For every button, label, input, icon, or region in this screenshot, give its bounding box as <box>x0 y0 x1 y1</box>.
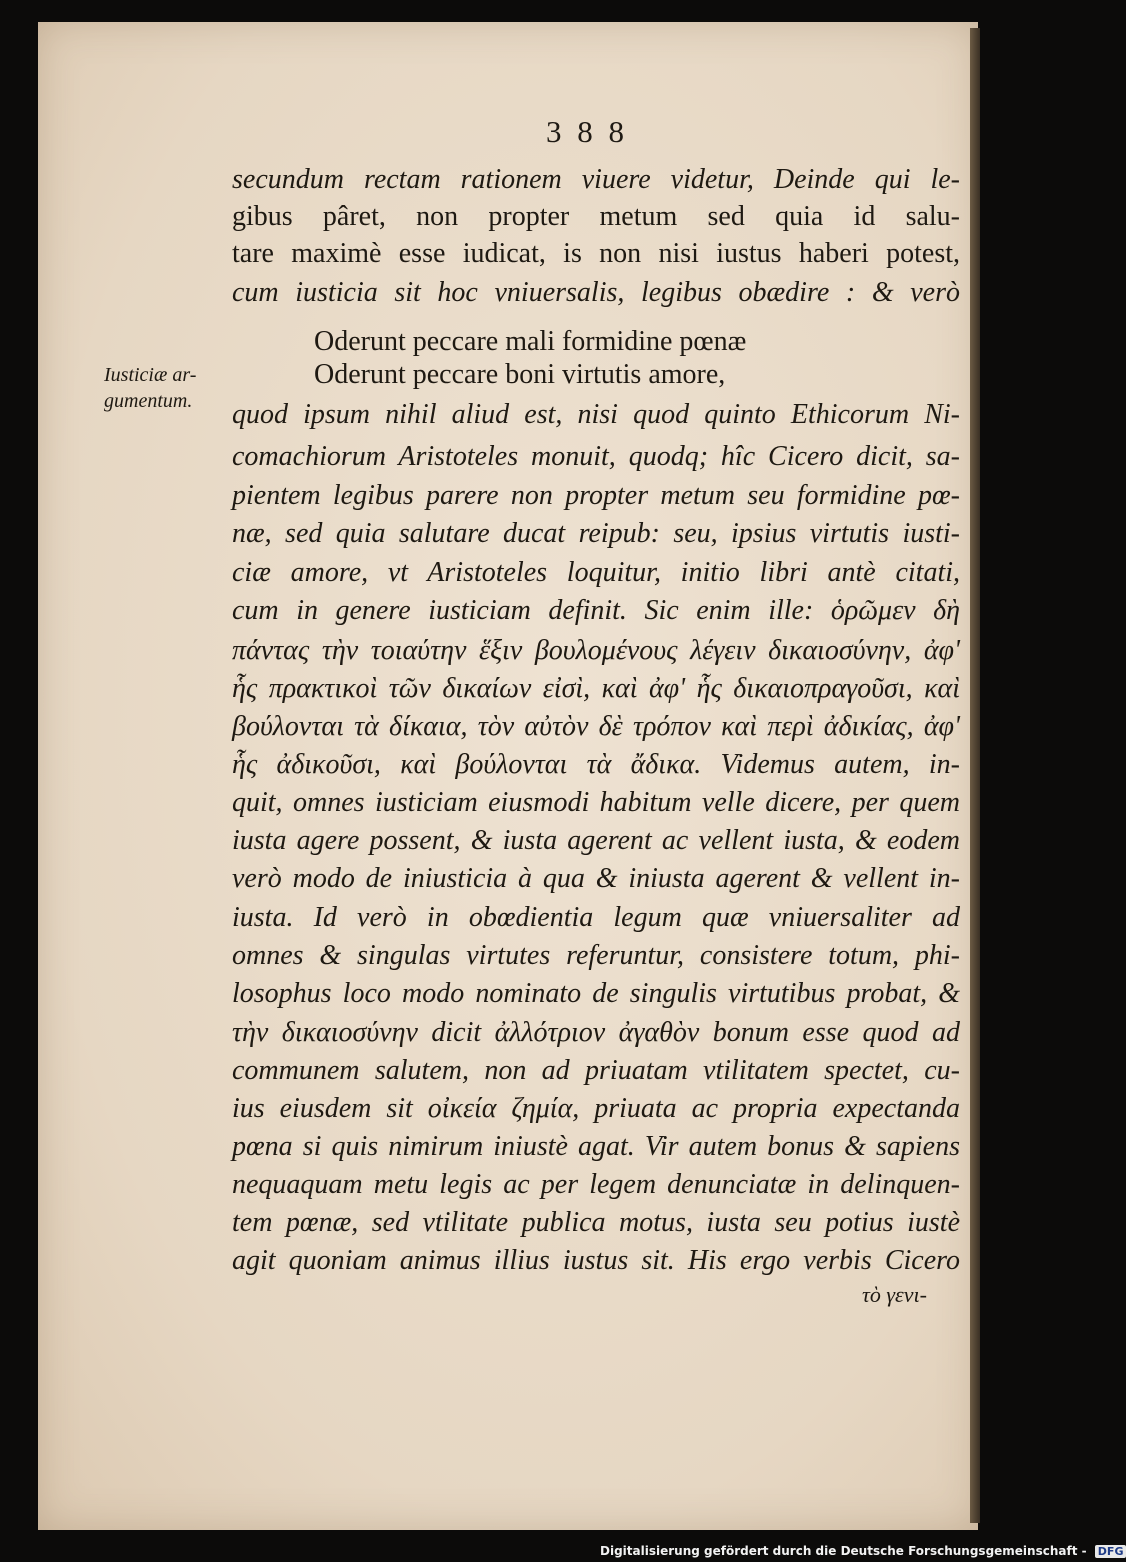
text-line: secundum rectam rationem viuere videtur, Deinde qui le- <box>232 164 960 195</box>
text-line: communem salutem, non ad priuatam vtilitatem spectet, cu- <box>232 1055 960 1086</box>
text-line: tare maximè esse iudicat, is non nisi iustus haberi potest, <box>232 238 960 269</box>
verse-line: Oderunt peccare mali formidine pœnæ <box>314 326 747 357</box>
text-line: omnes & singulas virtutes referuntur, consistere totum, phi- <box>232 940 960 971</box>
digitization-credit <box>600 1544 1126 1558</box>
text-line: ciæ amore, vt Aristoteles loquitur, initio libri antè citati, <box>232 557 960 588</box>
text-line: losophus loco modo nominato de singulis virtutibus probat, & <box>232 978 960 1009</box>
credit-text: Digitalisierung gefördert durch die Deutsche Forschungsgemeinschaft - <box>600 1544 1087 1558</box>
text-line: agit quoniam animus illius iustus sit. His ergo verbis Cicero <box>232 1245 960 1276</box>
page-number: 3 8 8 <box>546 114 628 149</box>
catchword: τὸ γενι- <box>862 1282 927 1307</box>
page-edge <box>970 28 980 1523</box>
text-line: verò modo de iniusticia à qua & iniusta agerent & vellent in- <box>232 863 960 894</box>
text-line: pœna si quis nimirum iniustè agat. Vir autem bonus & sapiens <box>232 1131 960 1162</box>
text-line: cum iusticia sit hoc vniuersalis, legibus obædire : & verò <box>232 277 960 308</box>
text-line: cum in genere iusticiam definit. Sic enim ille: ὁρῶμεν δὴ <box>232 595 960 626</box>
text-line: tem pœnæ, sed vtilitate publica motus, iusta seu potius iustè <box>232 1207 960 1238</box>
greek-line: ἧς πρακτικοὶ τῶν δικαίων εἰσὶ, καὶ ἀφ' ἧς δικαιοπραγοῦσι, καὶ <box>232 673 960 704</box>
text-line: pientem legibus parere non propter metum seu formidine pœ- <box>232 480 960 511</box>
text-line: comachiorum Aristoteles monuit, quodq; hîc Cicero dicit, sa- <box>232 441 960 472</box>
verse-line: Oderunt peccare boni virtutis amore, <box>314 359 726 390</box>
text-line: iusta agere possent, & iusta agerent ac vellent iusta, & eodem <box>232 825 960 856</box>
text-line: quit, omnes iusticiam eiusmodi habitum velle dicere, per quem <box>232 787 960 818</box>
text-line: τὴν δικαιοσύνην dicit ἀλλότριον ἀγαθὸν bonum esse quod ad <box>232 1017 960 1048</box>
text-line: næ, sed quia salutare ducat reipub: seu, ipsius virtutis iusti- <box>232 518 960 549</box>
dfg-logo: DFG <box>1095 1545 1126 1558</box>
greek-line: βούλονται τὰ δίκαια, τὸν αὐτὸν δὲ τρόπον καὶ περὶ ἀδικίας, ἀφ' <box>232 711 960 742</box>
text-line: ἧς ἀδικοῦσι, καὶ βούλονται τὰ ἄδικα. Videmus autem, in- <box>232 749 960 780</box>
text-line: iusta. Id verò in obœdientia legum quæ vniuersaliter ad <box>232 902 960 933</box>
margin-note-line: gumentum. <box>104 390 193 412</box>
margin-note <box>104 362 234 414</box>
margin-note-line: Iusticiæ ar- <box>104 364 197 386</box>
greek-line: πάντας τὴν τοιαύτην ἕξιν βουλομένους λέγειν δικαιοσύνην, ἀφ' <box>232 635 960 666</box>
text-line: ius eiusdem sit οἰκεία ζημία, priuata ac propria expectanda <box>232 1093 960 1124</box>
text-line: gibus pâret, non propter metum sed quia id salu- <box>232 201 960 232</box>
text-line: nequaquam metu legis ac per legem denunciatæ in delinquen- <box>232 1169 960 1200</box>
text-line: quod ipsum nihil aliud est, nisi quod quinto Ethicorum Ni- <box>232 399 960 430</box>
